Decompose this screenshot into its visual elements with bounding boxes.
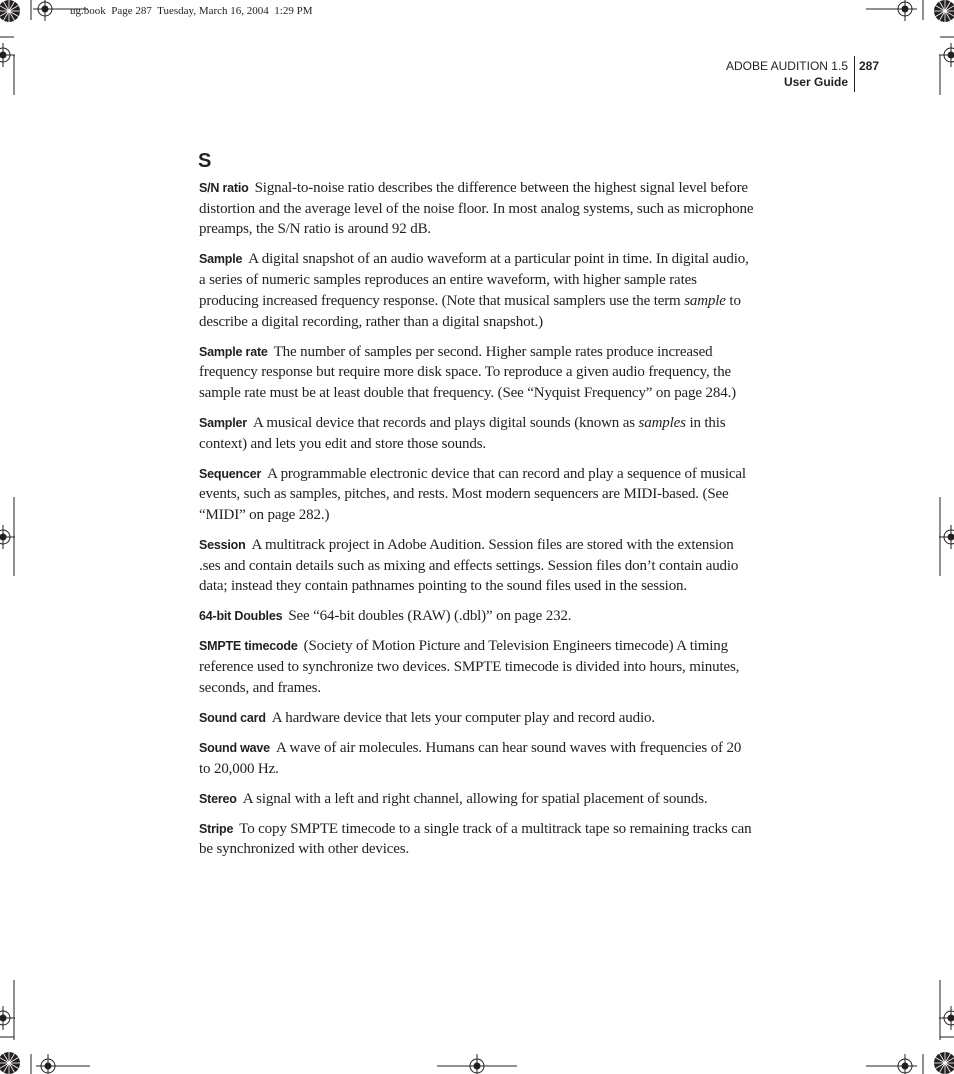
glossary-term: 64-bit Doubles: [199, 609, 283, 624]
section-letter: S: [198, 150, 212, 172]
header-product: ADOBE AUDITION 1.5: [725, 59, 848, 73]
glossary-entry: [199, 789, 754, 810]
glossary-entry: [199, 342, 754, 404]
glossary-entry: [199, 819, 754, 860]
glossary-entry: [199, 464, 754, 526]
glossary-definition: Signal-to-noise ratio describes the difference between the highest signal level before distortion and the average level of the noise floor. In most analog systems, such as microphone preamps, the S/N ratio is around 92 dB.: [199, 180, 754, 238]
glossary-term: Sound card: [199, 710, 266, 725]
glossary-term: Sample rate: [199, 344, 268, 359]
running-header: [726, 58, 848, 90]
page-number: 287: [859, 59, 880, 73]
glossary-term: Sampler: [199, 415, 247, 430]
glossary-entry: [199, 178, 754, 240]
glossary-definition: See “64-bit doubles (RAW) (.dbl)” on page 232.: [288, 608, 572, 625]
glossary-term: Sequencer: [199, 466, 262, 481]
glossary-definition: A digital snapshot of an audio waveform at a particular point in time. In digital audio, a series of numeric samples reproduces an entire waveform, with higher sample rates producing increased frequency response. (Note that musical samplers use the term sample to describe a digital recording, rather than a digital snapshot.): [199, 251, 749, 330]
glossary-term: Session: [199, 538, 246, 553]
glossary-entry: [199, 708, 754, 729]
glossary-definition: A hardware device that lets your computer play and record audio.: [271, 709, 655, 726]
glossary-entry: [199, 738, 754, 779]
glossary-definition: A signal with a left and right channel, allowing for spatial placement of sounds.: [242, 790, 708, 807]
glossary-definition: The number of samples per second. Higher sample rates produce increased frequency response but require more disk space. To reproduce a given audio frequency, the sample rate must be at least double that frequency. (See “Nyquist Frequency” on page 284.): [199, 343, 737, 401]
glossary-definition: A wave of air molecules. Humans can hear sound waves with frequencies of 20 to 20,000 Hz.: [199, 739, 742, 777]
glossary-entry: [199, 636, 754, 698]
glossary-definition: To copy SMPTE timecode to a single track of a multitrack tape so remaining tracks can be synchronized with other devices.: [199, 820, 752, 858]
glossary-term: SMPTE timecode: [199, 639, 298, 654]
glossary-entry: [199, 413, 754, 454]
glossary-definition: A multitrack project in Adobe Audition. Session files are stored with the extension .ses and contain details such as mixing and effects settings. Session files don’t contain audio data; instead they contain pathnames pointing to the sound files used in the session.: [199, 537, 739, 595]
glossary-entry: [199, 606, 754, 627]
glossary-term: Sample: [199, 252, 243, 267]
glossary-definition: A programmable electronic device that can record and play a sequence of musical events, such as samples, pitches, and rests. Most modern sequencers are MIDI-based. (See “MIDI” on page 282.): [199, 465, 746, 524]
italic-term: sample: [684, 292, 726, 309]
glossary-term: Stereo: [199, 791, 237, 806]
glossary-entry: [199, 535, 754, 597]
glossary-term: S/N ratio: [199, 181, 249, 195]
header-divider: [854, 56, 855, 92]
print-slug: ug.book Page 287 Tuesday, March 16, 2004 1:29 PM: [70, 5, 313, 17]
glossary-term: Stripe: [199, 821, 234, 836]
glossary-entry: [199, 249, 754, 332]
header-guide: User Guide: [783, 75, 848, 89]
glossary-list: [199, 178, 754, 869]
italic-term: samples: [638, 414, 686, 431]
glossary-definition: (Society of Motion Picture and Television Engineers timecode) A timing reference used to synchronize two devices. SMPTE timecode is divided into hours, minutes, seconds, and frames.: [199, 638, 740, 696]
glossary-definition: A musical device that records and plays digital sounds (known as samples in this context) and lets you edit and store those sounds.: [199, 414, 726, 452]
glossary-term: Sound wave: [199, 740, 270, 755]
